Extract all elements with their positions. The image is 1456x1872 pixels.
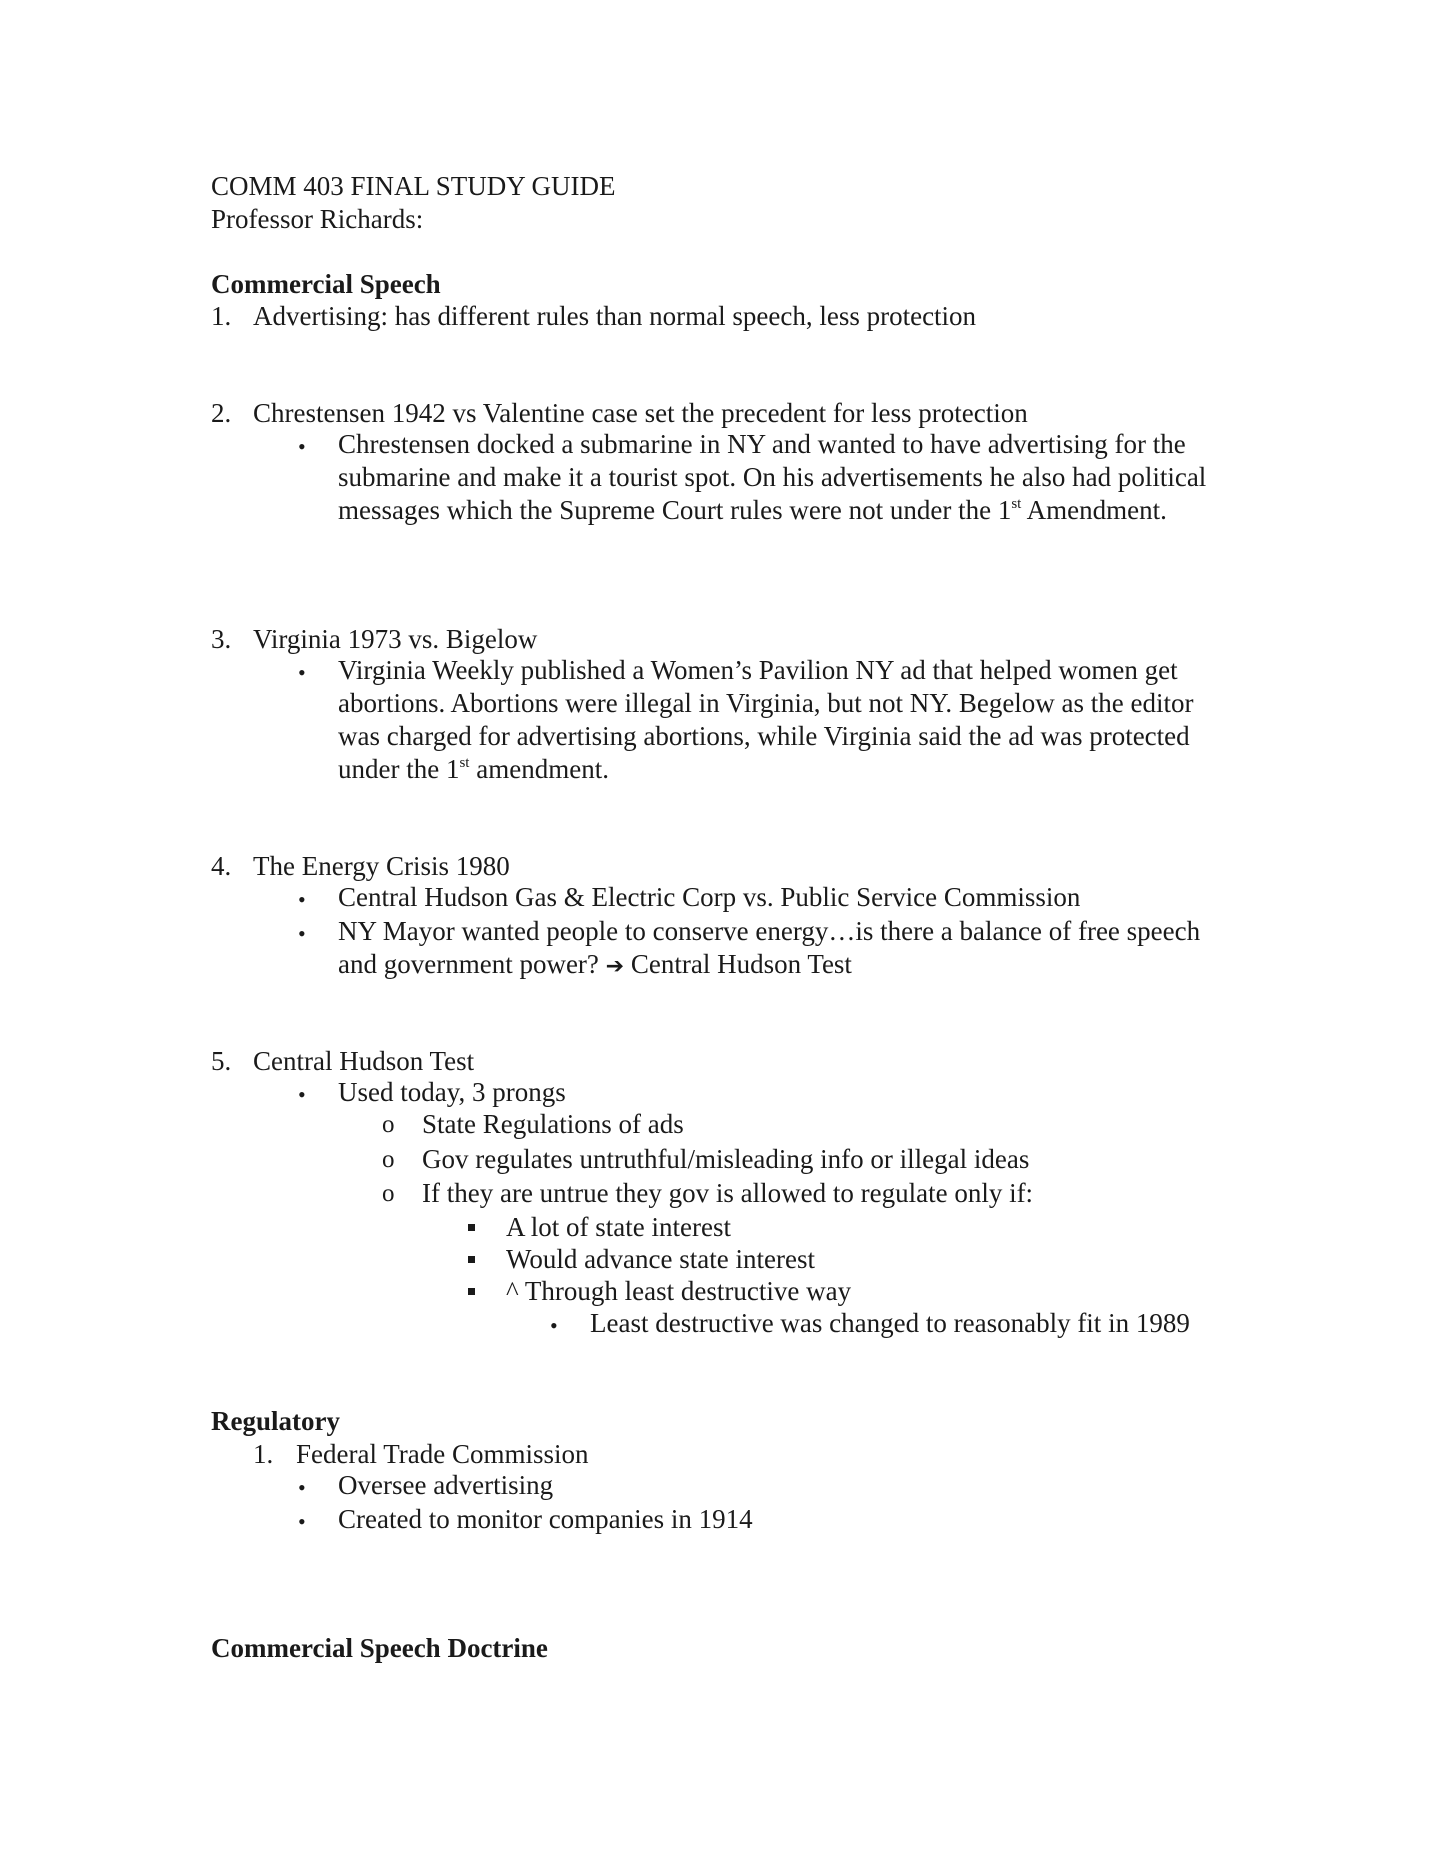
- section-heading-regulatory: Regulatory: [211, 1406, 340, 1436]
- bullet-paragraph: NY Mayor wanted people to conserve energy…is there a balance of free speech and government power? ➔ Central Hudson Test: [338, 916, 1201, 979]
- section-heading-commercial-speech-doctrine: Commercial Speech Doctrine: [211, 1633, 548, 1663]
- bullet-text: Created to monitor companies in 1914: [338, 1504, 753, 1534]
- arrow-icon: ➔: [605, 954, 625, 979]
- subsub-item-text: A lot of state interest: [506, 1212, 731, 1242]
- bullet-marker: •: [298, 921, 306, 946]
- item-text: Chrestensen 1942 vs Valentine case set the precedent for less protection: [253, 398, 1028, 428]
- bullet-marker: •: [298, 1082, 306, 1107]
- bullet-text: Used today, 3 prongs: [338, 1077, 566, 1107]
- item-text: Advertising: has different rules than normal speech, less protection: [253, 301, 977, 331]
- bullet-marker: •: [298, 434, 306, 459]
- circle-marker: o: [382, 1111, 395, 1138]
- item-text: Federal Trade Commission: [296, 1439, 589, 1469]
- bullet-marker: •: [298, 660, 306, 685]
- sub-item-text: Gov regulates untruthful/misleading info or illegal ideas: [422, 1144, 1030, 1174]
- bullet-text: Oversee advertising: [338, 1470, 554, 1500]
- circle-marker: o: [382, 1146, 395, 1173]
- item-text: The Energy Crisis 1980: [253, 851, 510, 881]
- item-number: 1.: [253, 1439, 274, 1469]
- section-heading-commercial-speech: Commercial Speech: [211, 269, 441, 299]
- bullet-paragraph: Chrestensen docked a submarine in NY and wanted to have advertising for the submarine and make it a tourist spot. On his advertisements he also had political messages which the Supreme Court rules were not under the 1st Amendment.: [338, 429, 1207, 525]
- circle-marker: o: [382, 1180, 395, 1207]
- item-number: 4.: [211, 851, 232, 881]
- professor-line: Professor Richards:: [211, 204, 424, 234]
- bullet-marker: •: [298, 887, 306, 912]
- deep-item-text: Least destructive was changed to reasonably fit in 1989: [590, 1308, 1190, 1338]
- sub-item-text: If they are untrue they gov is allowed to regulate only if:: [422, 1178, 1034, 1208]
- bullet-marker: •: [298, 1475, 306, 1500]
- item-text: Central Hudson Test: [253, 1046, 475, 1076]
- item-number: 3.: [211, 624, 232, 654]
- bullet-text: Central Hudson Gas & Electric Corp vs. Public Service Commission: [338, 882, 1081, 912]
- subsub-item-text: ^ Through least destructive way: [506, 1276, 852, 1306]
- bullet-paragraph: Virginia Weekly published a Women’s Pavilion NY ad that helped women get abortions. Abortions were illegal in Virginia, but not NY. Begelow as the editor was charged for advertising abortions, while Virginia said the ad was protected under the 1st amendment.: [338, 655, 1194, 784]
- square-marker: [468, 1256, 475, 1263]
- bullet-marker: •: [550, 1313, 558, 1338]
- item-number: 5.: [211, 1046, 232, 1076]
- square-marker: [468, 1288, 475, 1295]
- item-number: 2.: [211, 398, 232, 428]
- item-number: 1.: [211, 301, 232, 331]
- bullet-marker: •: [298, 1509, 306, 1534]
- subsub-item-text: Would advance state interest: [506, 1244, 815, 1274]
- sub-item-text: State Regulations of ads: [422, 1109, 684, 1139]
- item-text: Virginia 1973 vs. Bigelow: [253, 624, 538, 654]
- doc-title: COMM 403 FINAL STUDY GUIDE: [211, 171, 616, 201]
- square-marker: [468, 1224, 475, 1231]
